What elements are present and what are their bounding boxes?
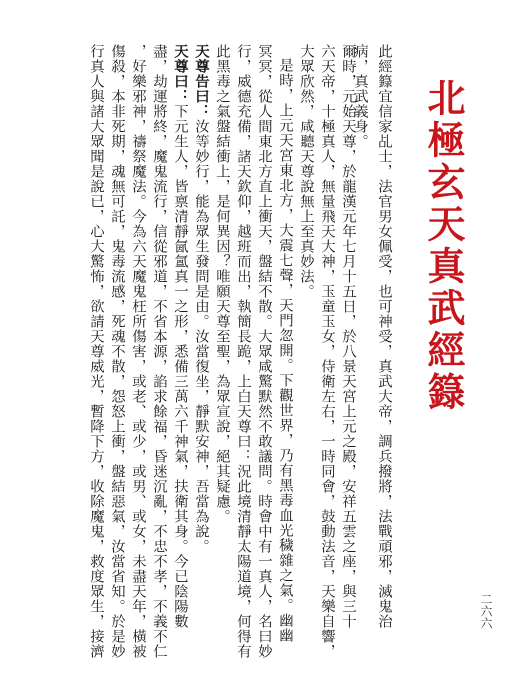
column-text: 行真人與諸大眾聞是說已，心大驚怖，欲請天尊威光，暫降下方，收除魔鬼，救度眾生，接濟 xyxy=(88,44,104,659)
preface-column: 此經籙宜信家乩士，法官男女佩受，也可神受，真武大帝，調兵撥將，法戰頑邪，滅鬼治 xyxy=(376,44,392,629)
column-text: 此黑毒之氣盤結衝上，是何異因？唯願天尊至聖，為眾宣說，絕其疑慮。 xyxy=(214,44,230,524)
scripture-column xyxy=(277,58,293,643)
scripture-column xyxy=(298,44,314,299)
scripture-column xyxy=(235,44,251,659)
column-text: 傷殺，本非死期，魂無可託，鬼毒流感，死魂不散，怨怒上衝，盤結惡氣，汝當省知。於是妙 xyxy=(109,44,125,659)
scripture-column xyxy=(88,44,104,659)
speaker-label: 天尊告曰： xyxy=(193,44,210,119)
page-title: 北極玄天真武經籙 xyxy=(421,78,465,414)
speaker-label: 天尊曰： xyxy=(172,44,189,104)
column-text: 行，威德充備，諸天欽仰，越班而出，執簡長跪，上白天尊曰：況此境清靜太陽道境，何得有 xyxy=(235,44,251,659)
scripture-column xyxy=(193,44,209,554)
column-text: 汝等妙行，能為眾生發問是由。汝當復坐，靜默安神，吾當為說。 xyxy=(193,119,209,554)
scripture-column xyxy=(214,44,230,524)
scripture-column xyxy=(172,44,188,629)
scripture-column xyxy=(319,44,335,659)
scripture-column xyxy=(109,44,125,659)
preface-column: 病，真武義身。 xyxy=(352,44,368,149)
column-text: 是時，上元天宮東北方，大震七聲，天門忽開。下觀世界，乃有黑毒血光穢雜之氣。幽幽 xyxy=(277,58,293,643)
column-text: 冥冥，從人間東北方直上衝天，盤結不散。大眾咸驚默然不敢議問。時會中有一真人，名曰妙 xyxy=(256,44,272,659)
page-number: 二六六 xyxy=(479,593,493,629)
column-text: 爾時，元始天尊，於龍漢元年七月十五日，於八景天宮上元之殿，安祥五雲之座，與三十 xyxy=(340,44,356,629)
column-text: 下元生人，皆禀清靜氤氳真一之形，悉備三萬六千神氣，扶衛其身。今已陰陽數 xyxy=(172,104,188,629)
scripture-column xyxy=(130,44,146,659)
column-text: 盡，劫運將終，魔鬼流行，信從邪道，不省本源，諂求餘福，昏迷沉亂，不忠不孝，不義不仁 xyxy=(151,44,167,659)
scripture-column xyxy=(256,44,272,659)
column-text: 六天帝，十極真人，無量飛天大神，玉童玉女，侍衛左右，一時同會，鼓動法音，天樂自響， xyxy=(319,44,335,659)
scripture-column xyxy=(340,44,356,629)
column-text: ，好樂邪神，禱祭魔法。今為六天魔鬼枉所傷害，或老、或少，或男、或女，未盡天年，橫被 xyxy=(130,44,146,659)
column-text: 大眾欣然，咸聽天尊說無上至真妙法。 xyxy=(298,44,314,299)
scripture-column xyxy=(151,44,167,659)
